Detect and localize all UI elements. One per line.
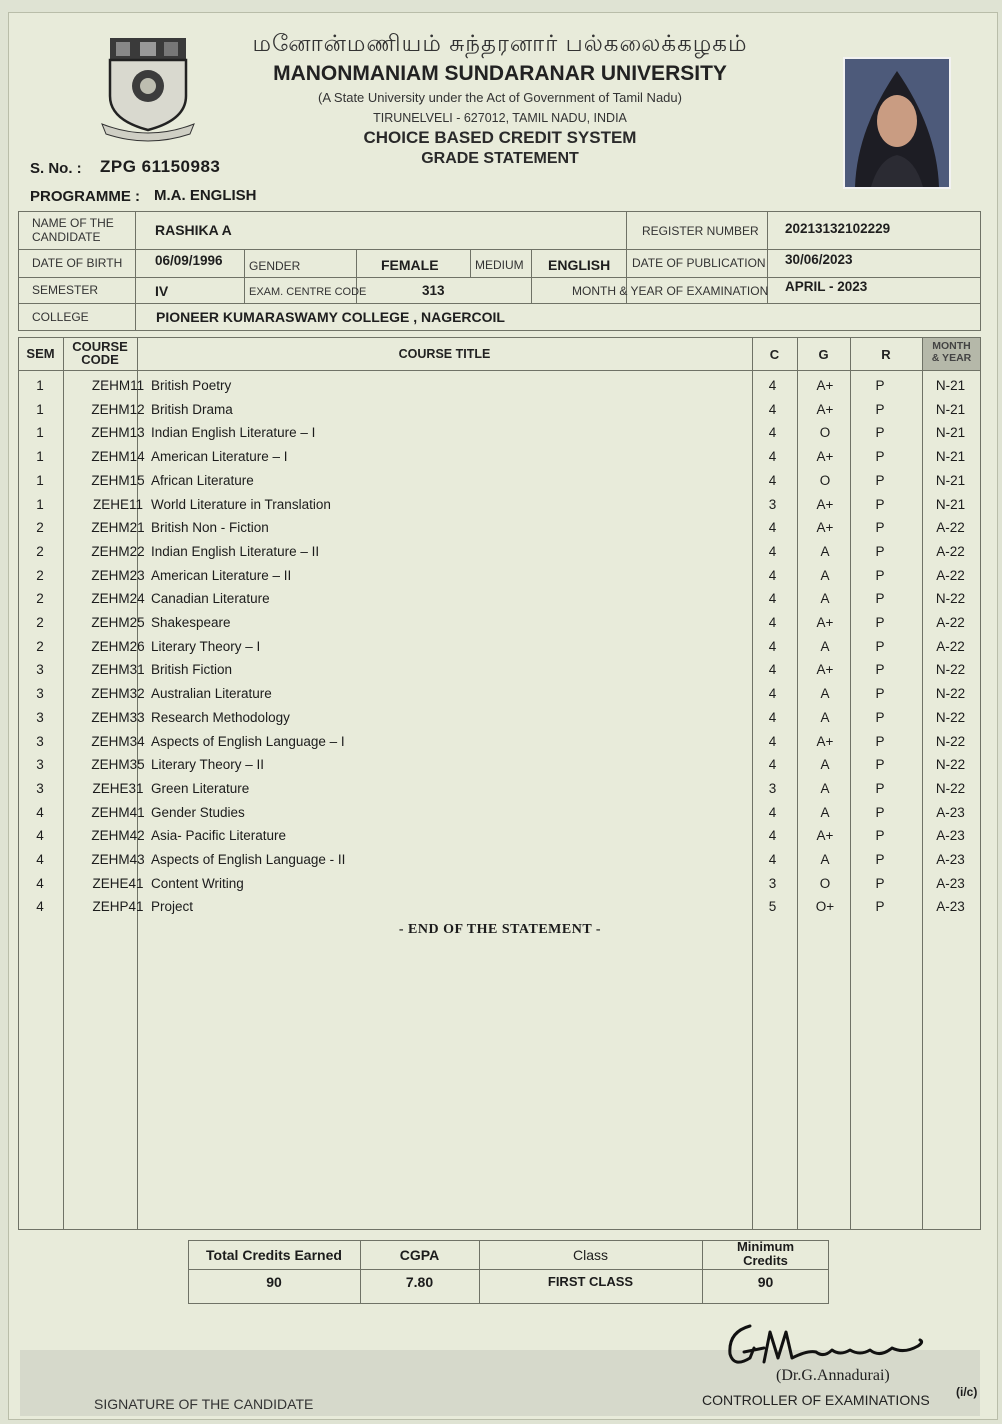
table-row: [20, 591, 980, 615]
course-result: P: [875, 686, 885, 702]
course-grade: A+: [816, 828, 834, 844]
name-label: NAME OF THE CANDIDATE: [32, 216, 114, 244]
course-month-year: A-23: [936, 852, 965, 867]
course-grade: A+: [816, 733, 834, 749]
course-result: P: [875, 638, 885, 654]
course-sem: 2: [36, 615, 44, 630]
course-code: ZEHM26: [91, 638, 145, 654]
course-title: American Literature – I: [151, 449, 288, 465]
header-grade: G: [818, 347, 829, 362]
course-result: P: [875, 828, 885, 844]
course-code: ZEHP41: [92, 899, 144, 915]
course-sem: 2: [36, 543, 44, 559]
table-row: [20, 876, 980, 900]
medium: ENGLISH: [548, 257, 611, 273]
course-sem: 4: [36, 852, 44, 867]
course-title: African Literature: [151, 472, 254, 488]
course-credits: 4: [768, 567, 777, 583]
course-code: ZEHM35: [91, 757, 145, 773]
course-month-year: N-22: [935, 686, 966, 702]
college-label: COLLEGE: [32, 310, 89, 324]
course-credits: 4: [768, 757, 777, 773]
cgpa-label: CGPA: [399, 1247, 440, 1263]
course-grade: A: [820, 591, 830, 607]
course-result: P: [875, 780, 885, 796]
course-result: P: [875, 520, 885, 536]
course-month-year: N-22: [935, 780, 966, 796]
course-title: Indian English Literature – I: [151, 425, 316, 441]
course-grade: A+: [816, 378, 834, 393]
course-sem: 3: [36, 780, 44, 796]
course-credits: 4: [768, 804, 777, 820]
course-code: ZEHE31: [92, 780, 144, 796]
header-result: R: [881, 347, 891, 362]
controller-name: (Dr.G.Annadurai): [776, 1367, 890, 1384]
course-credits: 4: [768, 520, 777, 536]
course-month-year: A-23: [936, 828, 965, 844]
course-credits: 4: [768, 733, 777, 749]
exam-month-year: APRIL - 2023: [785, 279, 868, 294]
header-sem: SEM: [26, 346, 55, 361]
course-month-year: N-22: [935, 591, 966, 607]
course-grade: A+: [816, 496, 834, 512]
class-value: FIRST CLASS: [547, 1274, 634, 1289]
table-row: [20, 449, 980, 473]
header-credits: C: [769, 347, 780, 362]
course-title: World Literature in Translation: [151, 496, 331, 512]
course-title: Content Writing: [151, 875, 244, 891]
table-row: [20, 520, 980, 544]
course-title: Asia- Pacific Literature: [151, 828, 287, 844]
table-row: [20, 828, 980, 852]
course-grade: O: [819, 425, 831, 441]
table-row: [20, 899, 980, 923]
course-result: P: [875, 567, 885, 583]
exam-label: MONTH & YEAR OF EXAMINATION: [572, 284, 769, 298]
table-row: [20, 568, 980, 592]
course-grade: O+: [815, 899, 835, 915]
minimum-credits-value: 90: [757, 1274, 774, 1290]
course-title: Shakespeare: [151, 615, 231, 630]
course-month-year: A-23: [936, 899, 965, 915]
credit-system-title: CHOICE BASED CREDIT SYSTEM: [363, 128, 637, 147]
table-row: [20, 781, 980, 805]
course-title: British Fiction: [151, 662, 233, 678]
candidate-photo: [843, 57, 951, 189]
course-sem: 3: [36, 662, 44, 678]
course-title: Australian Literature: [151, 686, 272, 702]
serial-number: ZPG 61150983: [100, 157, 221, 176]
course-credits: 4: [768, 662, 777, 678]
course-month-year: N-21: [935, 496, 966, 512]
course-code: ZEHM32: [91, 686, 145, 702]
class-label: Class: [572, 1247, 608, 1263]
semester: IV: [155, 283, 169, 299]
table-row: [20, 710, 980, 734]
course-month-year: A-22: [936, 615, 965, 630]
header-course-title: COURSE TITLE: [398, 347, 491, 361]
course-grade: O: [819, 875, 831, 891]
course-title: Canadian Literature: [151, 591, 270, 607]
semester-label: SEMESTER: [32, 283, 99, 297]
course-result: P: [875, 425, 885, 441]
course-code: ZEHM25: [91, 615, 145, 630]
gender-label: GENDER: [249, 259, 301, 273]
programme-label: PROGRAMME :: [30, 188, 140, 205]
table-row: [20, 402, 980, 426]
header-month-year: MONTH & YEAR: [931, 340, 972, 364]
course-credits: 3: [768, 780, 777, 796]
course-title: Literary Theory – II: [151, 757, 265, 773]
university-address: TIRUNELVELI - 627012, TAMIL NADU, INDIA: [373, 111, 627, 125]
course-code: ZEHM13: [91, 425, 145, 441]
table-row: [20, 757, 980, 781]
controller-signature: [720, 1318, 935, 1370]
course-grade: O: [819, 472, 831, 488]
course-sem: 4: [36, 875, 44, 891]
course-credits: 4: [768, 449, 777, 465]
course-grade: A: [820, 686, 830, 702]
course-month-year: A-23: [936, 875, 965, 891]
course-sem: 1: [36, 378, 44, 393]
course-credits: 4: [768, 378, 777, 393]
table-row: [20, 662, 980, 686]
course-result: P: [875, 662, 885, 678]
course-credits: 4: [768, 472, 777, 488]
course-result: P: [875, 852, 885, 867]
table-row: [20, 734, 980, 758]
dob-label: DATE OF BIRTH: [32, 256, 123, 270]
document-title: GRADE STATEMENT: [421, 150, 579, 167]
course-title: Literary Theory – I: [151, 638, 261, 654]
course-code: ZEHM33: [91, 709, 145, 725]
table-row: [20, 615, 980, 639]
course-grade: A+: [816, 662, 834, 678]
table-row: [20, 473, 980, 497]
course-grade: A: [820, 638, 830, 654]
cgpa-value: 7.80: [405, 1274, 434, 1290]
university-emblem: [98, 34, 198, 144]
course-grade: A+: [816, 449, 834, 465]
course-month-year: N-21: [935, 401, 966, 417]
course-sem: 2: [36, 591, 44, 607]
course-month-year: N-21: [935, 378, 966, 393]
course-credits: 4: [768, 615, 777, 630]
total-credits-label: Total Credits Earned: [206, 1247, 342, 1263]
course-code: ZEHM22: [91, 543, 145, 559]
course-sem: 4: [36, 828, 44, 844]
course-code: ZEHM23: [91, 567, 145, 583]
course-result: P: [875, 804, 885, 820]
course-credits: 4: [768, 686, 777, 702]
university-subtitle: (A State University under the Act of Government of Tamil Nadu): [318, 90, 682, 105]
total-credits-value: 90: [266, 1274, 282, 1290]
in-charge-mark: (i/c): [956, 1385, 978, 1399]
table-row: [20, 686, 980, 710]
course-month-year: A-22: [936, 520, 965, 536]
candidate-signature-label: SIGNATURE OF THE CANDIDATE: [94, 1396, 314, 1412]
course-sem: 1: [36, 449, 44, 465]
university-name: MANONMANIAM SUNDARANAR UNIVERSITY: [273, 62, 727, 85]
course-title: Gender Studies: [151, 804, 245, 820]
course-sem: 1: [36, 401, 44, 417]
course-title: British Poetry: [151, 378, 232, 393]
course-title: Green Literature: [151, 780, 250, 796]
course-code: ZEHM34: [91, 733, 145, 749]
date-of-birth: 06/09/1996: [155, 253, 223, 268]
course-result: P: [875, 615, 885, 630]
course-grade: A: [820, 709, 830, 725]
course-grade: A: [820, 852, 830, 867]
course-grade: A: [820, 567, 830, 583]
centre-code: 313: [422, 283, 445, 298]
course-sem: 4: [36, 804, 44, 820]
course-sem: 3: [36, 709, 44, 725]
register-number: 20213132102229: [785, 221, 891, 236]
university-name-tamil: மனோன்மணியம் சுந்தரனார் பல்கலைக்கழகம்: [252, 30, 748, 56]
course-grade: A: [820, 780, 830, 796]
course-title: British Drama: [151, 401, 233, 417]
course-month-year: N-21: [935, 472, 966, 488]
course-result: P: [875, 496, 885, 512]
course-result: P: [875, 733, 885, 749]
course-credits: 3: [768, 875, 777, 891]
course-sem: 3: [36, 757, 44, 773]
course-grade: A: [820, 804, 830, 820]
course-sem: 3: [36, 733, 44, 749]
register-label: REGISTER NUMBER: [642, 224, 759, 238]
table-row: [20, 378, 980, 402]
course-title: British Non - Fiction: [151, 520, 269, 536]
course-month-year: N-22: [935, 662, 966, 678]
course-sem: 2: [36, 520, 44, 536]
course-month-year: N-22: [935, 733, 966, 749]
college-name: PIONEER KUMARASWAMY COLLEGE , NAGERCOIL: [156, 309, 505, 325]
course-code: ZEHM12: [91, 401, 145, 417]
course-sem: 1: [36, 472, 44, 488]
course-code: ZEHM24: [91, 591, 145, 607]
course-credits: 4: [768, 828, 777, 844]
centre-label: EXAM. CENTRE CODE: [249, 286, 367, 298]
end-of-statement: - END OF THE STATEMENT -: [398, 922, 602, 937]
course-title: American Literature – II: [151, 567, 292, 583]
course-grade: A: [820, 757, 830, 773]
course-credits: 4: [768, 638, 777, 654]
course-result: P: [875, 757, 885, 773]
course-code: ZEHM15: [91, 472, 145, 488]
course-grade: A+: [816, 615, 834, 630]
course-grade: A+: [816, 401, 834, 417]
course-code: ZEHE41: [92, 875, 144, 891]
course-credits: 4: [768, 543, 777, 559]
table-row: [20, 805, 980, 829]
course-month-year: N-21: [935, 425, 966, 441]
course-credits: 5: [768, 899, 777, 915]
course-code: ZEHE11: [92, 496, 144, 512]
course-month-year: N-22: [935, 757, 966, 773]
candidate-name: RASHIKA A: [155, 222, 232, 238]
course-month-year: A-23: [936, 804, 965, 820]
course-sem: 2: [36, 638, 44, 654]
course-code: ZEHM41: [91, 804, 145, 820]
programme-value: M.A. ENGLISH: [154, 187, 257, 204]
course-grade: A: [820, 543, 830, 559]
serial-label: S. No. :: [30, 160, 82, 177]
publication-label: DATE OF PUBLICATION: [632, 256, 766, 270]
course-result: P: [875, 472, 885, 488]
course-result: P: [875, 543, 885, 559]
course-result: P: [875, 591, 885, 607]
course-code: ZEHM14: [91, 449, 145, 465]
course-title: Aspects of English Language - II: [151, 852, 346, 867]
course-sem: 1: [36, 425, 44, 441]
course-sem: 2: [36, 567, 44, 583]
header-course-code: COURSE CODE: [72, 339, 128, 367]
table-row: [20, 544, 980, 568]
table-row: [20, 425, 980, 449]
course-result: P: [875, 875, 885, 891]
course-month-year: N-22: [935, 709, 966, 725]
course-result: P: [875, 401, 885, 417]
gender: FEMALE: [381, 257, 439, 273]
course-credits: 4: [768, 709, 777, 725]
course-sem: 1: [36, 496, 44, 512]
course-code: ZEHM43: [91, 852, 145, 867]
minimum-credits-label: Minimum Credits: [736, 1239, 795, 1268]
course-result: P: [875, 378, 885, 393]
table-row: [20, 852, 980, 876]
course-title: Project: [151, 899, 194, 915]
course-credits: 3: [768, 496, 777, 512]
table-row: [20, 639, 980, 663]
course-grade: A+: [816, 520, 834, 536]
course-code: ZEHM21: [91, 520, 145, 536]
course-result: P: [875, 709, 885, 725]
medium-label: MEDIUM: [475, 258, 524, 272]
course-month-year: A-22: [936, 543, 965, 559]
course-month-year: A-22: [936, 638, 965, 654]
course-result: P: [875, 899, 885, 915]
course-sem: 4: [36, 899, 44, 915]
controller-title: CONTROLLER OF EXAMINATIONS: [702, 1392, 930, 1408]
course-title: Aspects of English Language – I: [151, 733, 345, 749]
course-code: ZEHM42: [91, 828, 145, 844]
course-result: P: [875, 449, 885, 465]
course-month-year: A-22: [936, 567, 965, 583]
course-code: ZEHM11: [91, 378, 145, 393]
course-title: Indian English Literature – II: [151, 543, 320, 559]
course-credits: 4: [768, 852, 777, 867]
course-sem: 3: [36, 686, 44, 702]
course-credits: 4: [768, 591, 777, 607]
course-credits: 4: [768, 425, 777, 441]
publication-date: 30/06/2023: [785, 252, 853, 267]
course-title: Research Methodology: [151, 709, 290, 725]
course-month-year: N-21: [935, 449, 966, 465]
course-code: ZEHM31: [91, 662, 145, 678]
course-credits: 4: [768, 401, 777, 417]
table-row: [20, 497, 980, 521]
